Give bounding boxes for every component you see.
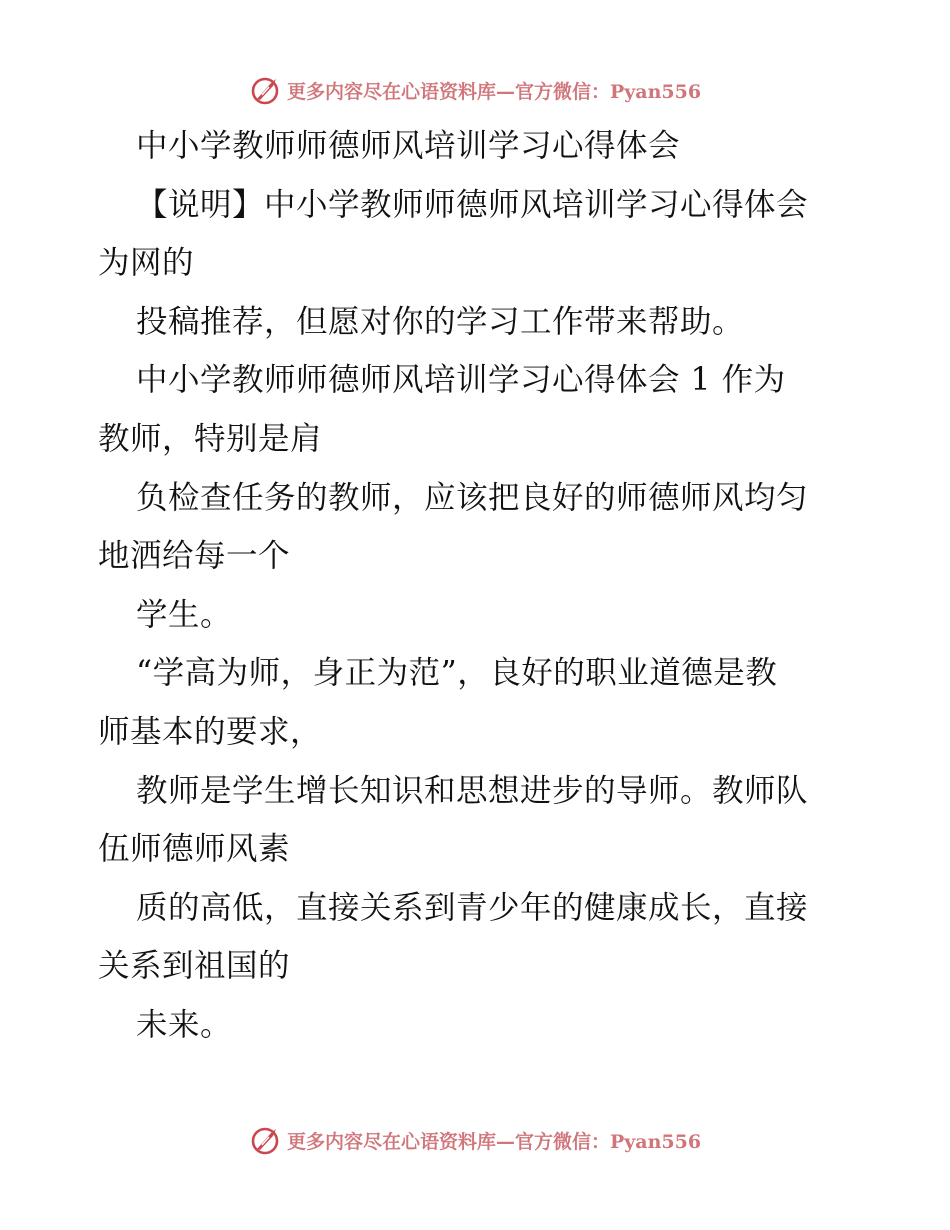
paragraph-line: 关系到祖国的 [98, 948, 291, 984]
footer-watermark [0, 1120, 950, 1160]
paragraph-line: 学生。 [136, 597, 233, 633]
paragraph-line: 未来。 [136, 1007, 233, 1043]
paragraph-line: 地洒给每一个 [98, 538, 291, 574]
paragraph-line: 伍师德师风素 [98, 831, 291, 867]
watermark-text: 更多内容尽在心语资料库—官方微信：Pyan556 [286, 80, 702, 103]
paragraph-line: 教师，特别是肩 [98, 421, 323, 457]
quill-pen-logo-icon [249, 1123, 283, 1157]
paragraph-line: 质的高低，直接关系到青少年的健康成长，直接 [136, 890, 809, 926]
document-title: 中小学教师师德师风培训学习心得体会 [136, 128, 681, 164]
paragraph-line: 中小学教师师德师风培训学习心得体会 1 作为 [136, 362, 786, 398]
paragraph-line: 教师是学生增长知识和思想进步的导师。教师队 [136, 773, 809, 809]
watermark-text: 更多内容尽在心语资料库—官方微信：Pyan556 [286, 1130, 702, 1153]
quill-pen-logo-icon [249, 73, 283, 107]
paragraph-line: 负检查任务的教师，应该把良好的师德师风均匀 [136, 480, 809, 516]
header-watermark [0, 70, 950, 110]
paragraph-line: 【说明】中小学教师师德师风培训学习心得体会 [136, 187, 809, 223]
paragraph-line: “学高为师，身正为范”，良好的职业道德是教 [136, 655, 778, 691]
paragraph-line: 投稿推荐，但愿对你的学习工作带来帮助。 [136, 304, 745, 340]
paragraph-line: 为网的 [98, 245, 195, 281]
paragraph-line: 师基本的要求， [98, 714, 323, 750]
